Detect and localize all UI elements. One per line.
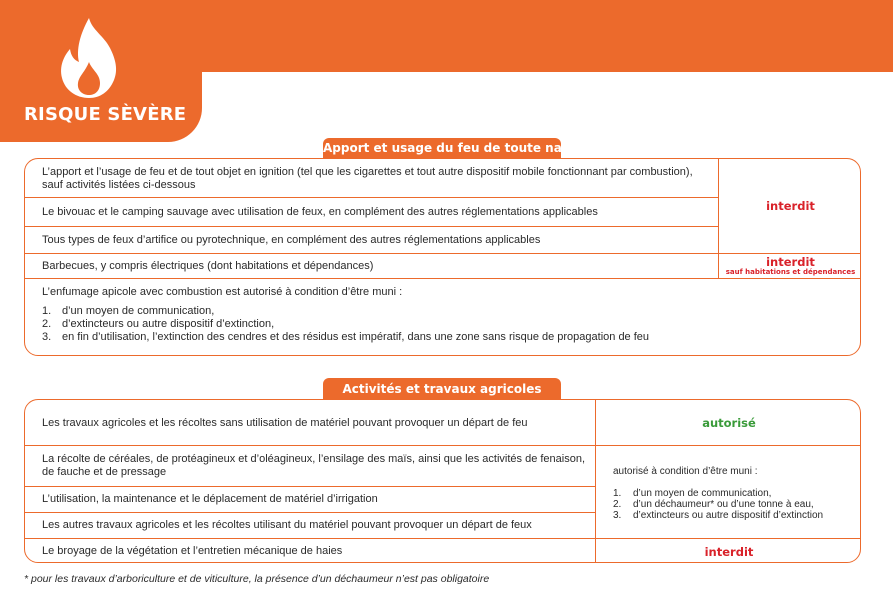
risk-badge [0,0,202,142]
list-item [613,488,858,499]
list-item [42,318,852,331]
conditional-intro: autorisé à condition d’être muni : [613,466,758,477]
table-row: L’utilisation, la maintenance et le déplacement de matériel d’irrigation [42,493,378,505]
list-item [613,499,858,510]
status-forbidden: interdit [766,199,815,213]
status-bbq [719,254,861,278]
apiculture-block [42,286,852,344]
table-row: Les autres travaux agricoles et les récoltes utilisant du matériel pouvant provoquer un départ de feux [42,519,532,531]
table-row: Barbecues, y compris électriques (dont habitations et dépendances) [42,259,374,272]
list-number: 2. [613,499,622,510]
list-item [613,510,858,521]
apiculture-intro: L’enfumage apicole avec combustion est autorisé à condition d’être muni : [42,286,403,298]
flame-icon [56,16,122,100]
table-row: La récolte de céréales, de protéagineux et d’oléagineux, l’ensilage des maïs, ainsi que les activités de fenaison, de fauche et de pressage [42,453,586,478]
table-row: Les travaux agricoles et les récoltes sans utilisation de matériel pouvant provoquer un départ de feu [42,416,528,429]
list-text: d’un moyen de communication, [633,488,772,499]
table-row: Le broyage de la végétation et l’entretien mécanique de haies [42,545,343,557]
section-title-fire-use: Apport et usage du feu de toute nature [323,138,561,159]
status-allowed: autorisé [702,415,756,430]
table-row: Tous types de feux d’artifice ou pyrotechnique, en complément des autres réglementations applicables [42,233,541,246]
list-text: d’extincteurs ou autre dispositif d’extinction, [62,318,275,330]
list-text: d’extincteurs ou autre dispositif d’extinction [633,510,824,521]
fire-use-table [24,158,861,356]
agriculture-table [24,399,861,563]
list-item [42,331,852,344]
section-title-agriculture: Activités et travaux agricoles [323,378,561,400]
footnote: * pour les travaux d’arboriculture et de viticulture, la présence d’un déchaumeur n’est pas obligatoire [24,573,490,585]
list-number: 1. [613,488,622,499]
conditional-list [613,488,858,521]
row-divider [25,278,861,279]
conditional-block [613,466,858,521]
apiculture-list [42,305,852,344]
list-text: d’un déchaumeur* ou d’une tonne à eau, [633,499,814,510]
table-row: L’apport et l’usage de feu et de tout objet en ignition (tel que les cigarettes et tout autre dispositif mobile fonctionnant par combustion), sauf activités listées ci-dessous [42,165,693,191]
list-number: 2. [42,318,52,330]
status-forbidden: interdit [704,544,754,559]
status-bbq-label: interdit [766,255,815,269]
list-item [42,305,852,318]
table-row: Le bivouac et le camping sauvage avec utilisation de feux, en complément des autres réglementations applicables [42,205,598,218]
list-text: en fin d’utilisation, l’extinction des cendres et des résidus est impératif, dans une zone sans risque de propagation de feu [62,331,650,343]
status-bbq-note: sauf habitations et dépendances [725,268,856,276]
list-number: 1. [42,305,52,317]
list-number: 3. [613,510,622,521]
list-number: 3. [42,331,52,343]
risk-level-title: RISQUE SÈVÈRE [24,104,187,125]
list-text: d’un moyen de communication, [62,305,215,317]
